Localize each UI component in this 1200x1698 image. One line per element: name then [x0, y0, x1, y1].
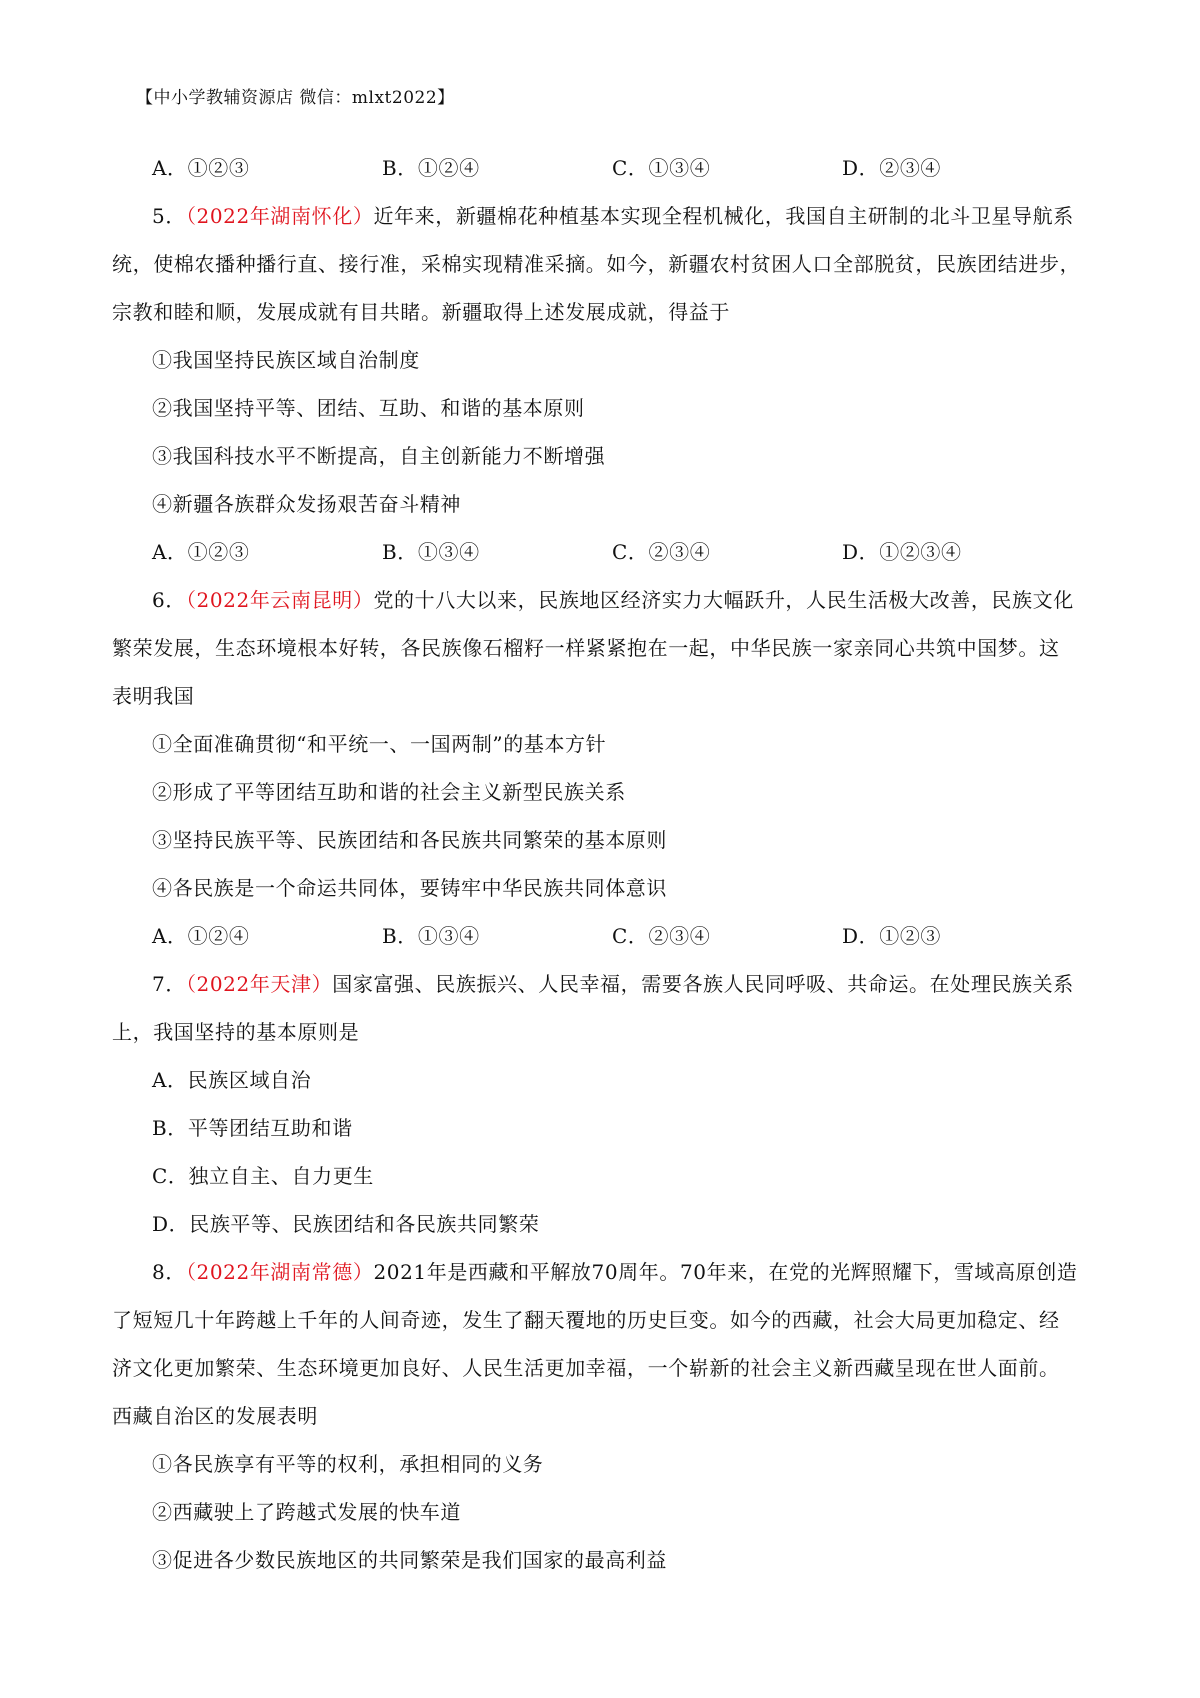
q5-option-b[interactable]: B．①③④: [382, 540, 480, 564]
q6-options: [112, 912, 1102, 960]
q7-source: （2022年天津）: [185, 972, 333, 996]
q8-statement-1: ①各民族享有平等的权利，承担相同的义务: [152, 1452, 544, 1476]
question-content: [112, 144, 1102, 1584]
q5-option-a[interactable]: A．①②③: [152, 540, 250, 564]
q8-stem-line-4: 西藏自治区的发展表明: [112, 1404, 318, 1428]
page-header: 【中小学教辅资源店 微信：mlxt2022】: [136, 88, 455, 108]
q7-number: 7．: [152, 972, 186, 996]
q8-stem-text-1: 2021年是西藏和平解放70周年。70年来，在党的光辉照耀下，雪域高原创造: [373, 1260, 1078, 1284]
q4-option-a[interactable]: A．①②③: [152, 156, 250, 180]
q6-option-a[interactable]: A．①②④: [152, 924, 250, 948]
question-7: [112, 960, 1102, 1248]
q7-choice-d[interactable]: D．民族平等、民族团结和各民族共同繁荣: [152, 1212, 540, 1236]
q8-source: （2022年湖南常德）: [185, 1260, 374, 1284]
q5-number: 5．: [152, 204, 186, 228]
q6-statement-3: ③坚持民族平等、民族团结和各民族共同繁荣的基本原则: [152, 828, 667, 852]
q6-statement-4: ④各民族是一个命运共同体，要铸牢中华民族共同体意识: [152, 876, 667, 900]
q8-stem-line-2: 了短短几十年跨越上千年的人间奇迹，发生了翻天覆地的历史巨变。如今的西藏，社会大局更加稳定、经: [112, 1308, 1060, 1332]
q7-stem-text-1: 国家富强、民族振兴、人民幸福，需要各族人民同呼吸、共命运。在处理民族关系: [332, 972, 1074, 996]
q5-statement-4: ④新疆各族群众发扬艰苦奋斗精神: [152, 492, 461, 516]
q6-number: 6．: [152, 588, 186, 612]
q7-choice-c[interactable]: C．独立自主、自力更生: [152, 1164, 374, 1188]
question-5: [112, 192, 1102, 576]
q5-stem-line-3: 宗教和睦和顺，发展成就有目共睹。新疆取得上述发展成就，得益于: [112, 300, 730, 324]
q4-option-d[interactable]: D．②③④: [842, 156, 942, 180]
q8-statement-3: ③促进各少数民族地区的共同繁荣是我们国家的最高利益: [152, 1548, 667, 1572]
q7-stem-line-1: [112, 960, 1102, 1008]
q8-stem-line-1: [112, 1248, 1102, 1296]
q6-statement-1: ①全面准确贯彻“和平统一、一国两制”的基本方针: [152, 732, 607, 756]
q4-option-b[interactable]: B．①②④: [382, 156, 480, 180]
q4-option-c[interactable]: C．①③④: [612, 156, 711, 180]
q8-stem-line-3: 济文化更加繁荣、生态环境更加良好、人民生活更加幸福，一个崭新的社会主义新西藏呈现在世人面前。: [112, 1356, 1060, 1380]
q7-choice-a[interactable]: A．民族区域自治: [152, 1068, 312, 1092]
q5-statement-3: ③我国科技水平不断提高，自主创新能力不断增强: [152, 444, 606, 468]
q6-stem-line-2: 繁荣发展，生态环境根本好转，各民族像石榴籽一样紧紧抱在一起，中华民族一家亲同心共筑中国梦。这: [112, 636, 1060, 660]
q5-option-c[interactable]: C．②③④: [612, 540, 711, 564]
q5-source: （2022年湖南怀化）: [185, 204, 374, 228]
q5-stem-line-1: [112, 192, 1102, 240]
q6-stem-line-1: [112, 576, 1102, 624]
q8-statement-2: ②西藏驶上了跨越式发展的快车道: [152, 1500, 461, 1524]
question-6: [112, 576, 1102, 960]
q6-statement-2: ②形成了平等团结互助和谐的社会主义新型民族关系: [152, 780, 626, 804]
q6-option-d[interactable]: D．①②③: [842, 924, 942, 948]
q6-source: （2022年云南昆明）: [185, 588, 374, 612]
q7-choice-b[interactable]: B．平等团结互助和谐: [152, 1116, 353, 1140]
q5-stem-text-1: 近年来，新疆棉花种植基本实现全程机械化，我国自主研制的北斗卫星导航系: [373, 204, 1074, 228]
q4-options: [112, 144, 1102, 192]
q6-stem-text-1: 党的十八大以来，民族地区经济实力大幅跃升，人民生活极大改善，民族文化: [373, 588, 1074, 612]
q5-stem-line-2: 统，使棉农播种播行直、接行准，采棉实现精准采摘。如今，新疆农村贫困人口全部脱贫，民族团结进步，: [112, 252, 1081, 276]
q5-statement-2: ②我国坚持平等、团结、互助、和谐的基本原则: [152, 396, 585, 420]
q8-number: 8．: [152, 1260, 186, 1284]
q5-option-d[interactable]: D．①②③④: [842, 540, 962, 564]
q5-statement-1: ①我国坚持民族区域自治制度: [152, 348, 420, 372]
q5-options: [112, 528, 1102, 576]
q6-option-b[interactable]: B．①③④: [382, 924, 480, 948]
q7-stem-line-2: 上，我国坚持的基本原则是: [112, 1020, 360, 1044]
q6-stem-line-3: 表明我国: [112, 684, 195, 708]
question-8: [112, 1248, 1102, 1584]
q6-option-c[interactable]: C．②③④: [612, 924, 711, 948]
